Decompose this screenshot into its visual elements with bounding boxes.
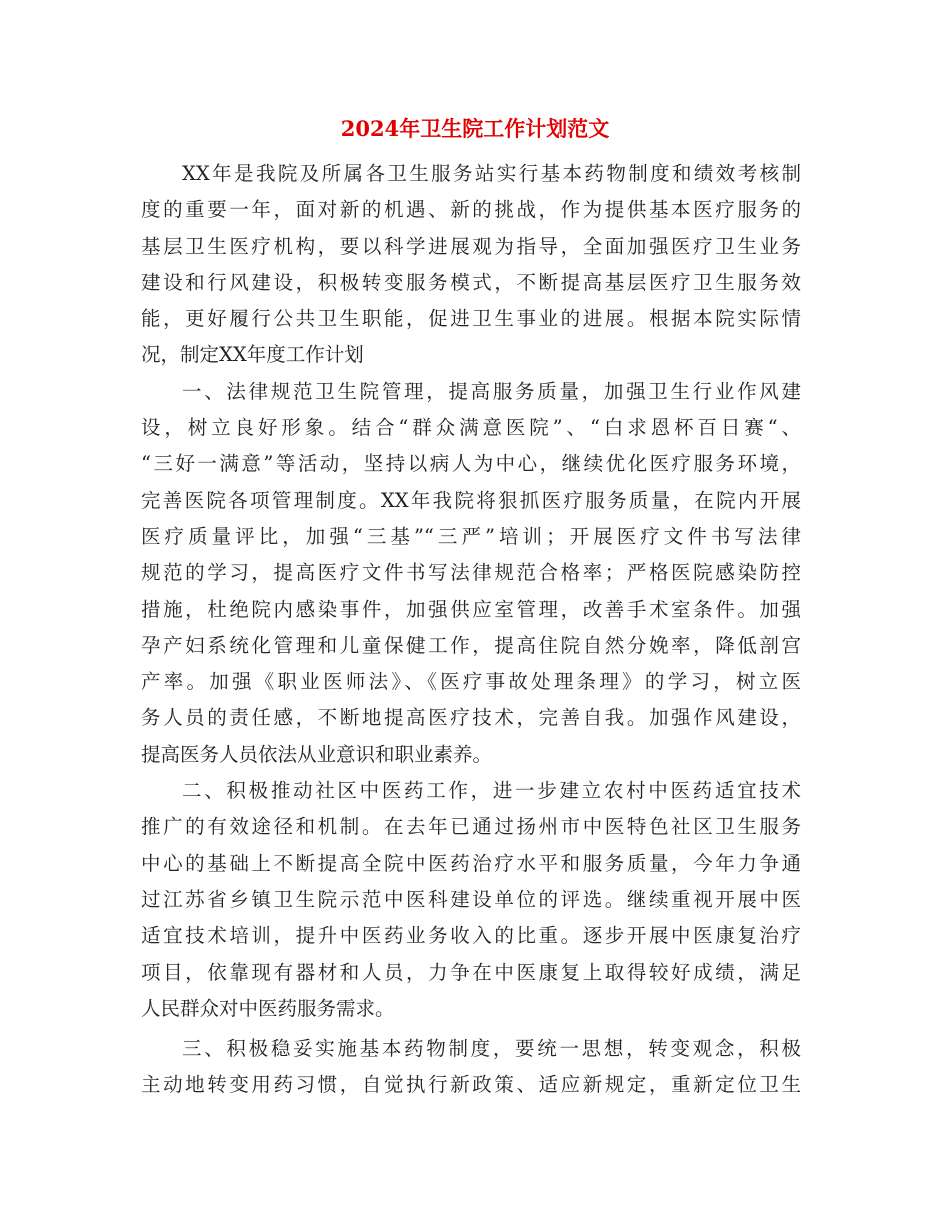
document-body xyxy=(141,156,801,1104)
paragraph xyxy=(141,1031,801,1104)
text-line: 医疗质量评比，加强“三基”“三严”培训；开展医疗文件书写法律 xyxy=(141,524,801,548)
text-line: 推广的有效途径和机制。在去年已通过扬州市中医特色社区卫生服务 xyxy=(141,815,801,839)
paragraph xyxy=(141,156,801,374)
text-line: 项目，依靠现有器材和人员，力争在中医康复上取得较好成绩，满足 xyxy=(141,960,801,984)
text-line: 三、积极稳妥实施基本药物制度，要统一思想，转变观念，积极 xyxy=(182,1037,801,1061)
text-line: 过江苏省乡镇卫生院示范中医科建设单位的评选。继续重视开展中医 xyxy=(141,887,801,911)
text-line: 基层卫生医疗机构，要以科学进展观为指导，全面加强医疗卫生业务 xyxy=(141,234,801,258)
text-line: 况，制定XX年度工作计划 xyxy=(141,343,364,367)
text-line: 主动地转变用药习惯，自觉执行新政策、适应新规定，重新定位卫生 xyxy=(141,1073,801,1097)
text-line: 设，树立良好形象。结合“群众满意医院”、“白求恩杯百日赛“、 xyxy=(141,416,801,440)
text-line: 适宜技术培训，提升中医药业务收入的比重。逐步开展中医康复治疗 xyxy=(141,924,801,948)
text-line: 建设和行风建设，积极转变服务模式，不断提高基层医疗卫生服务效 xyxy=(141,270,801,294)
text-line: 完善医院各项管理制度。XX年我院将狠抓医疗服务质量，在院内开展 xyxy=(141,488,801,512)
text-line: 产率。加强《职业医师法》、《医疗事故处理条理》的学习，树立医 xyxy=(141,670,801,694)
text-line: 中心的基础上不断提高全院中医药治疗水平和服务质量，今年力争通 xyxy=(141,851,801,875)
document-title: 2024年卫生院工作计划范文 xyxy=(340,116,610,141)
text-line: XX年是我院及所属各卫生服务站实行基本药物制度和绩效考核制 xyxy=(182,162,801,185)
text-line: 孕产妇系统化管理和儿童保健工作，提高住院自然分娩率，降低剖宫 xyxy=(141,633,801,657)
paragraph xyxy=(141,773,801,1027)
paragraph xyxy=(141,374,801,773)
text-line: 二、积极推动社区中医药工作，进一步建立农村中医药适宜技术 xyxy=(182,779,801,803)
text-line: 务人员的责任感，不断地提高医疗技术，完善自我。加强作风建设， xyxy=(141,706,801,730)
text-line: 人民群众对中医药服务需求。 xyxy=(141,996,395,1020)
text-line: 一、法律规范卫生院管理，提高服务质量，加强卫生行业作风建 xyxy=(182,379,801,403)
text-line: 规范的学习，提高医疗文件书写法律规范合格率；严格医院感染防控 xyxy=(141,561,801,585)
text-line: 度的重要一年，面对新的机遇、新的挑战，作为提供基本医疗服务的 xyxy=(141,198,801,222)
text-line: “三好一满意”等活动，坚持以病人为中心，继续优化医疗服务环境， xyxy=(141,452,801,476)
text-line: 能，更好履行公共卫生职能，促进卫生事业的进展。根据本院实际情 xyxy=(141,307,801,331)
text-line: 措施，杜绝院内感染事件，加强供应室管理，改善手术室条件。加强 xyxy=(141,597,801,621)
text-line: 提高医务人员依法从业意识和职业素养。 xyxy=(141,742,493,766)
